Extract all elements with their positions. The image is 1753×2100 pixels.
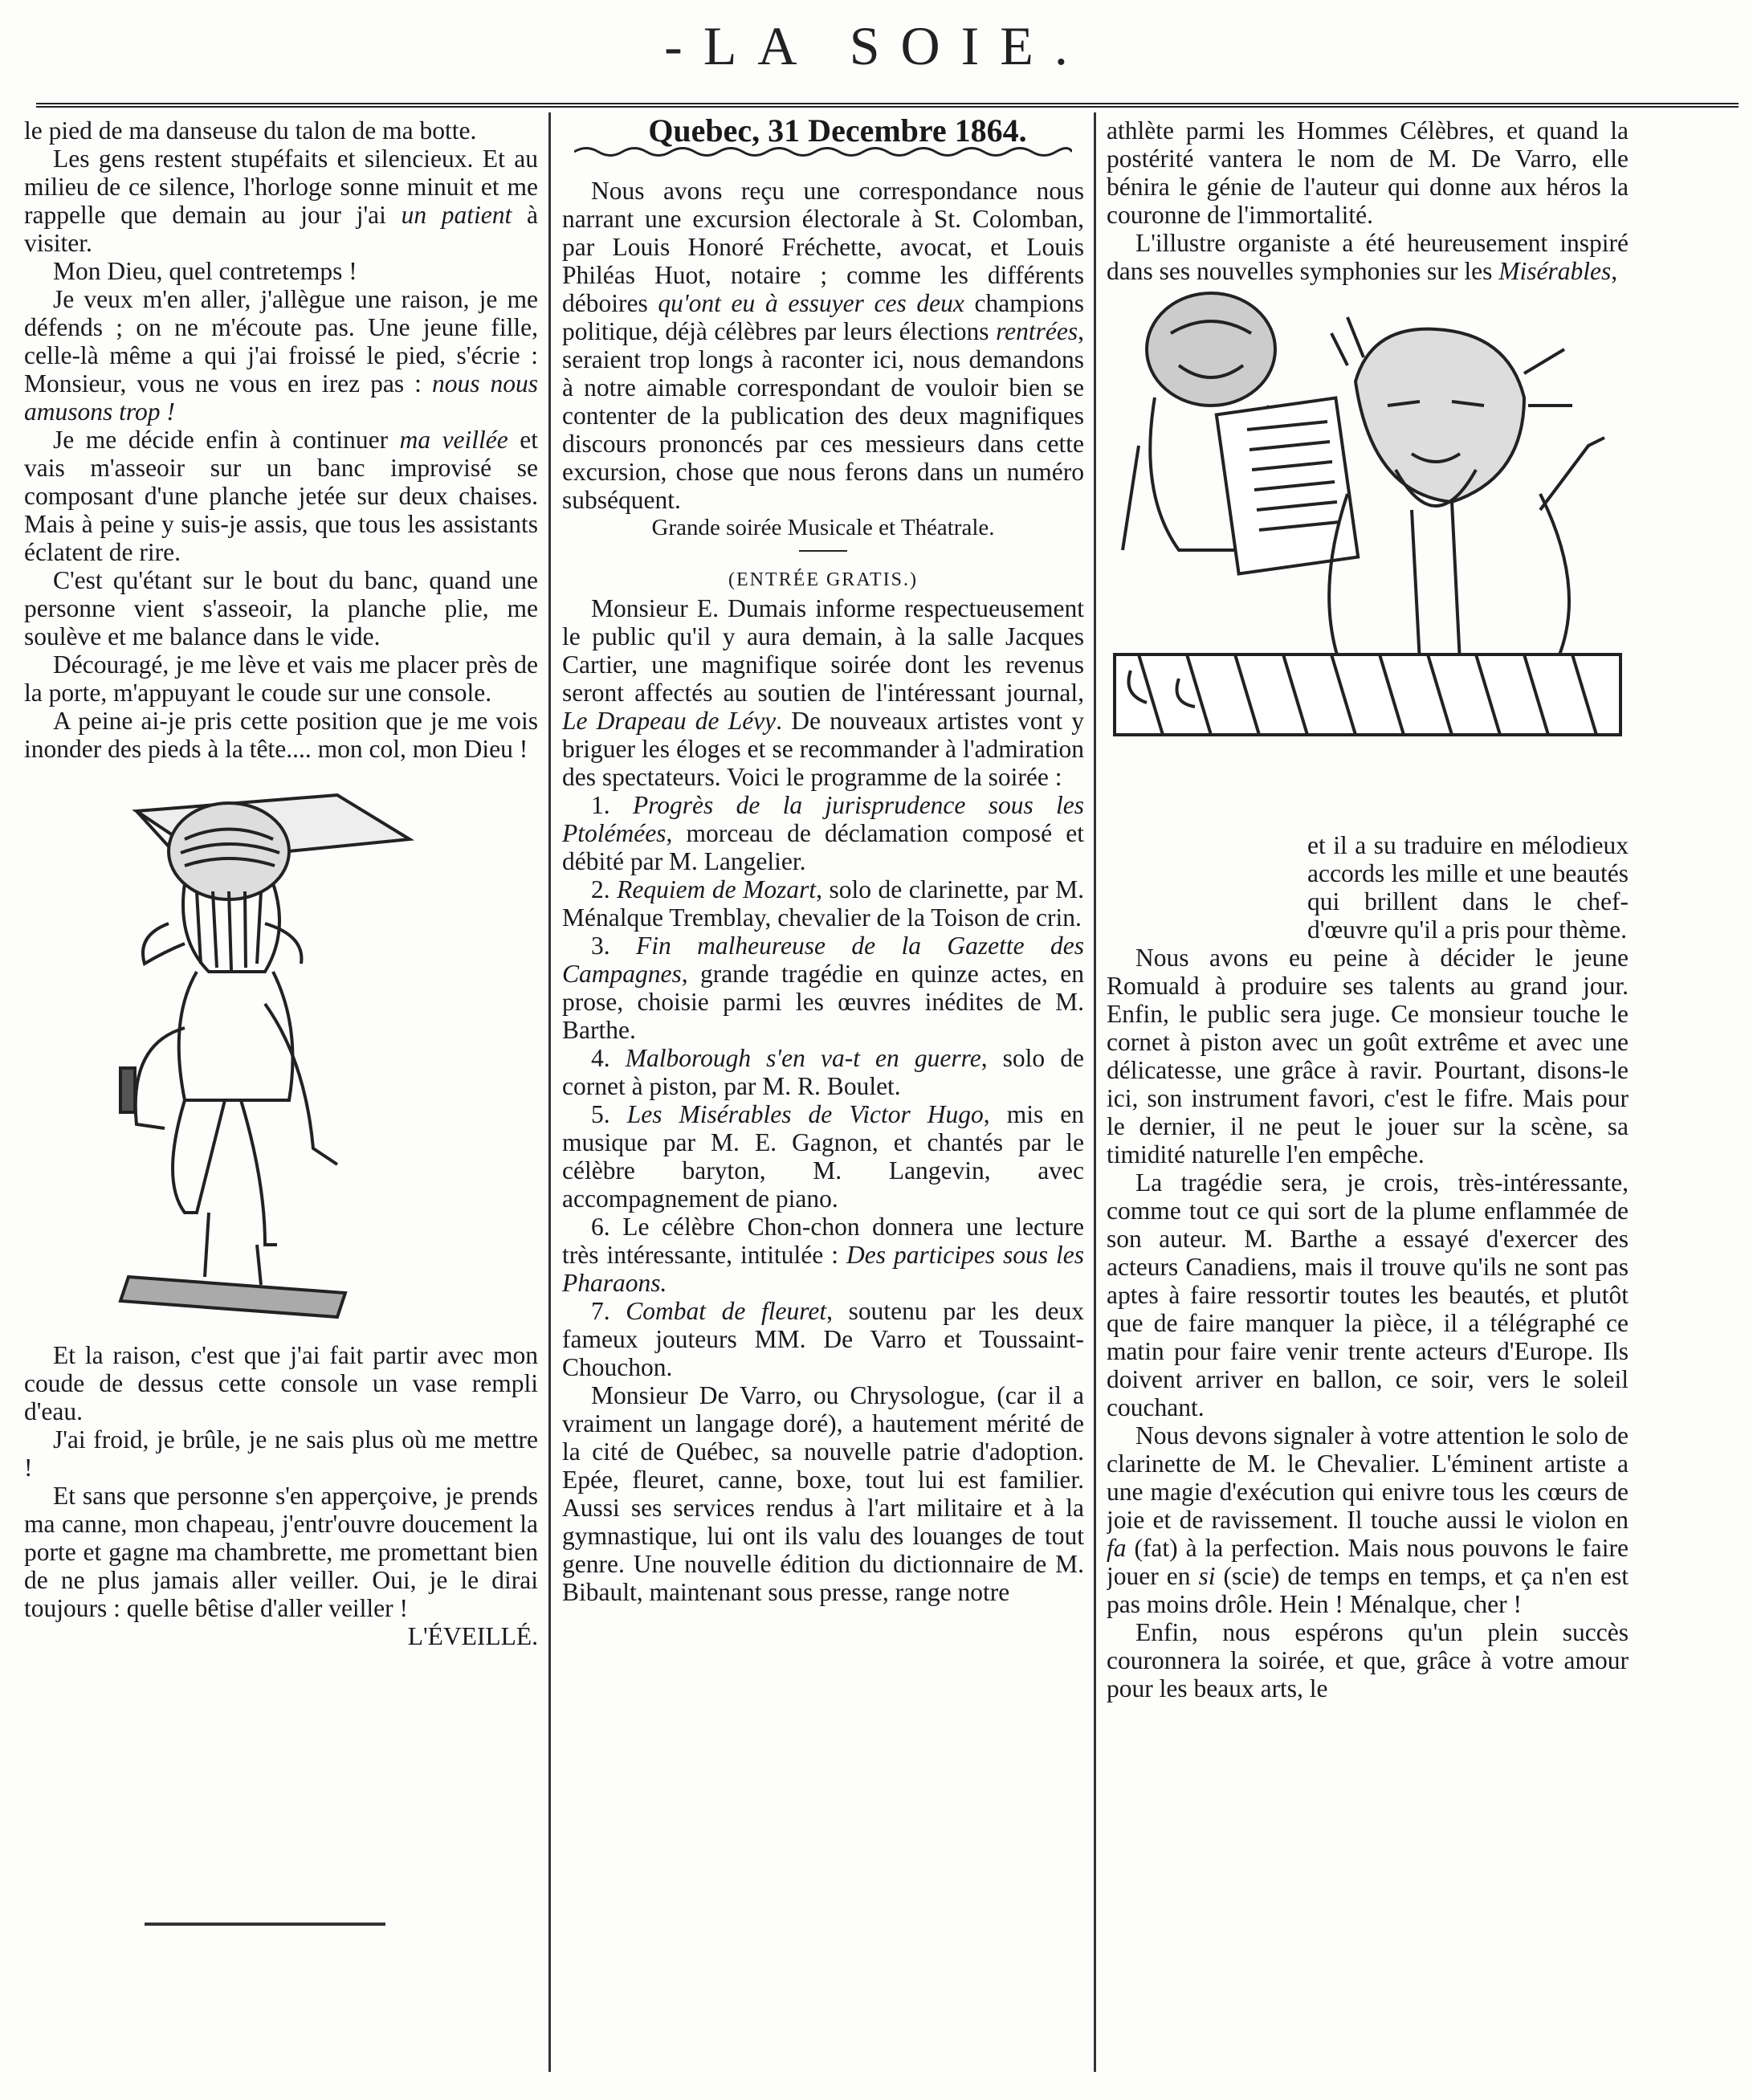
paragraph: C'est qu'étant sur le bout du banc, quand une personne vient s'asseoir, la planche plie, me soulève et me balance dans le vide. [24, 566, 538, 650]
paragraph: Monsieur E. Dumais informe respectueusement le public qu'il y aura demain, à la salle Jacques Cartier, une magnifique soirée dont les revenus seront affectés au soutien de l'intéressant journal, Le Drapeau de Lévy. De nouveaux artistes vont y briguer les éloges et se recommander à l'admiration des spectateurs. Voici le programme de la soirée : [562, 594, 1084, 791]
closing-rule [145, 1923, 385, 1926]
column-left [24, 116, 538, 2076]
paragraph: Nous avons reçu une correspondance nous narrant une excursion électorale à St. Colomban, par Louis Honoré Fréchette, avocat, et Louis Philéas Huot, notaire ; comme les différents déboires qu'ont eu à essuyer ces deux champions politique, déjà célèbres par leurs élections rentrées, seraient trop longs à raconter ici, nous demandons à notre aimable correspondant de vouloir bien se contenter de la publication des deux magnifiques discours prononcés par ces messieurs dans cette excursion, chose que nous ferons dans un numéro subséquent. [562, 177, 1084, 514]
column-middle [562, 116, 1084, 2076]
paragraph: La tragédie sera, je crois, très-intéressante, comme tout ce qui sort de la plume enflammée de son auteur. M. Barthe a essayé d'exercer des acteurs Canadiens, mais il trouve qu'ils ne sont pas aptes à faire ressortir toutes les beautés, et plutôt que de faire manquer la pièce, il a télégraphé ce matin pour faire venir trente acteurs d'Europe. Ils doivent arriver en ballon, ce soir, vers le soleil couchant. [1107, 1168, 1629, 1421]
column-divider-2 [1094, 112, 1096, 2072]
paragraph: Et sans que personne s'en apperçoive, je prends ma canne, mon chapeau, j'entr'ouvre doucement la porte et gagne ma chambrette, me promettant bien de ne plus jamais aller veiller. Oui, je le dirai toujours : quelle bêtise d'aller veiller ! [24, 1482, 538, 1622]
dateline: Quebec, 31 Decembre 1864. [648, 116, 1027, 149]
paragraph: Nous devons signaler à votre attention le solo de clarinette de M. le Chevalier. L'éminent artiste a une magie d'exécution qui enivre tous les cœurs de joie et de ravissement. Il touche aussi le violon en fa (fat) à la perfection. Mais nous pouvons le faire jouer en si (scie) de temps en temps, et ça n'en est pas moins drôle. Hein ! Ménalque, cher ! [1107, 1421, 1629, 1618]
paragraph: Monsieur De Varro, ou Chrysologue, (car il a vraiment un langage doré), a hautement mérité de la cité de Québec, sa nouvelle patrie d'adoption. Epée, fleuret, canne, boxe, tout lui est familier. Aussi ses services rendus à l'art militaire et à la gymnastique, lui ont ils valu des louanges de tout genre. Une nouvelle édition du dictionnaire de M. Bibault, maintenant sous presse, range notre [562, 1381, 1084, 1606]
paragraph: Mon Dieu, quel contretemps ! [53, 257, 357, 285]
top-rule [36, 103, 1739, 108]
paragraph: J'ai froid, je brûle, je ne sais plus où me mettre ! [24, 1425, 538, 1482]
program-item: 7. Combat de fleuret, soutenu par les deux fameux jouteurs MM. De Varro et Toussaint-Chouchon. [562, 1297, 1084, 1381]
wet-man-illustration [24, 763, 538, 1341]
organist-illustration [1107, 285, 1629, 831]
paragraph: Je me décide enfin à continuer ma veillée et vais m'asseoir sur un banc improvisé se composant d'une planche jetée sur deux chaises. Mais à peine y suis-je assis, que tous les assistants éclatent de rire. [24, 426, 538, 566]
paragraph: A peine ai-je pris cette position que je me vois inonder des pieds à la tête.... mon col, mon Dieu ! [24, 707, 538, 763]
program-item: 5. Les Misérables de Victor Hugo, mis en musique par M. E. Gagnon, et chantés par le célèbre baryton, M. Langevin, avec accompagnement de piano. [562, 1100, 1084, 1213]
paragraph: L'illustre organiste a été heureusement inspiré dans ses nouvelles symphonies sur les Misérables, [1107, 229, 1629, 285]
paragraph: Nous avons eu peine à décider le jeune Romuald à produire ses talents au grand jour. Enfin, le public sera juge. Ce monsieur touche le cornet à piston avec un goût extrême et avec une délicatesse, une grâce à ravir. Pourtant, disons-le ici, son instrument favori, c'est le fifre. Mais pour le dernier, il ne peut le jouer sur la scène, sa timidité naturelle l'en empêche. [1107, 944, 1629, 1168]
paragraph: et il a su traduire en mélodieux accords les mille et une beautés qui brillent dans le chef-d'œuvre qu'il a pris pour thème. [1307, 831, 1629, 944]
paragraph: Je veux m'en aller, j'allègue une raison, je me défends ; on ne m'écoute pas. Une jeune fille, celle-là même a qui j'ai froissé le pied, s'écrie : Monsieur, vous ne vous en irez pas : nous nous amusons trop ! [24, 285, 538, 426]
masthead: -LA SOIE. [664, 15, 1089, 76]
program-item: 2. Requiem de Mozart, solo de clarinette, par M. Ménalque Tremblay, chevalier de la Toison de crin. [562, 875, 1084, 932]
paragraph: athlète parmi les Hommes Célèbres, et quand la postérité vantera le nom de M. De Varro, elle bénira le génie de l'auteur qui donne aux héros la couronne de l'immortalité. [1107, 116, 1629, 229]
paragraph: Et la raison, c'est que j'ai fait partir avec mon coude de dessus cette console un vase rempli d'eau. [24, 1341, 538, 1425]
program-item: 1. Progrès de la jurisprudence sous les Ptolémées, morceau de déclamation composé et débité par M. Langelier. [562, 791, 1084, 875]
section-heading: Grande soirée Musicale et Théatrale. [651, 515, 995, 540]
paragraph: Les gens restent stupéfaits et silencieux. Et au milieu de ce silence, l'horloge sonne minuit et me rappelle que demain au jour j'ai un patient à visiter. [24, 145, 538, 257]
program-item: 4. Malborough s'en va-t en guerre, solo de cornet à piston, par M. R. Boulet. [562, 1044, 1084, 1100]
program-item: 6. Le célèbre Chon-chon donnera une lecture très intéressante, intitulée : Des participes sous les Pharaons. [562, 1213, 1084, 1297]
signature: L'ÉVEILLÉ. [407, 1622, 538, 1650]
paragraph: Découragé, je me lève et vais me placer près de la porte, m'appuyant le coude sur une console. [24, 650, 538, 707]
entry-note: (ENTRÉE GRATIS.) [728, 569, 918, 590]
paragraph: le pied de ma danseuse du talon de ma botte. [24, 116, 477, 145]
program-item: 3. Fin malheureuse de la Gazette des Campagnes, grande tragédie en quinze actes, en prose, choisie parmi les œuvres inédites de M. Barthe. [562, 932, 1084, 1044]
column-right [1107, 116, 1629, 2076]
column-divider-1 [548, 112, 551, 2072]
short-rule [799, 550, 847, 552]
paragraph: Enfin, nous espérons qu'un plein succès couronnera la soirée, et que, grâce à votre amour pour les beaux arts, le [1107, 1618, 1629, 1702]
